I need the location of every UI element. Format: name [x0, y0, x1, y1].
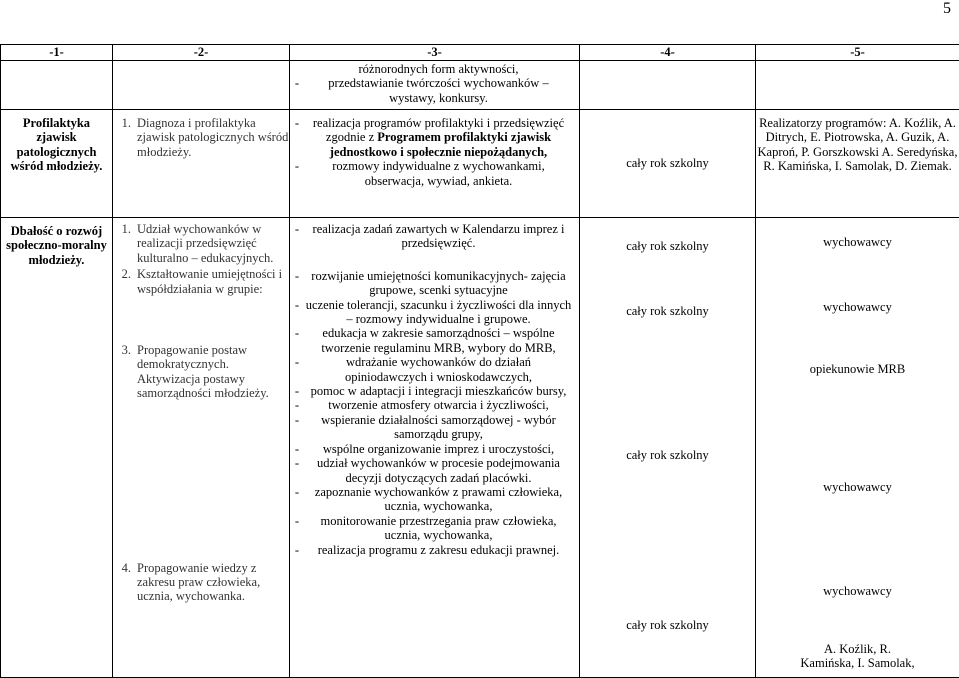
- list-item: - uczenie tolerancji, szacunku i życzliwości dla innych – rozmowy indywidualne i grupowe.: [290, 298, 579, 327]
- task-item: 3. Propagowanie postaw demokratycznych. Aktywizacja postawy samorządności młodzieży.: [113, 343, 289, 401]
- task-item: 4. Propagowanie wiedzy z zakresu praw człowieka, ucznia, wychowanka.: [113, 561, 289, 604]
- list-item: - wspieranie działalności samorządowej - wybór samorządu grupy,: [290, 413, 579, 442]
- responsible-item: wychowawcy: [756, 235, 959, 249]
- list-item: różnorodnych form aktywności,: [290, 62, 579, 76]
- forms-prophylaxis: [290, 110, 580, 218]
- term-item: cały rok szkolny: [580, 304, 755, 318]
- term-item: cały rok szkolny: [580, 239, 755, 253]
- header-col-1: -1-: [1, 45, 113, 61]
- list-item: - rozmowy indywidualne z wychowankami, obserwacja, wywiad, ankieta.: [290, 159, 579, 188]
- list-item: - zapoznanie wychowanków z prawami człowieka, ucznia, wychowanka,: [290, 485, 579, 514]
- area-prophylaxis: Profilaktyka zjawisk patologicznych wśród młodzieży.: [1, 110, 113, 218]
- header-col-4: -4-: [580, 45, 756, 61]
- task-item: 2. Kształtowanie umiejętności i współdziałania w grupie:: [113, 267, 289, 296]
- list-item: - wspólne organizowanie imprez i uroczystości,: [290, 442, 579, 456]
- responsible-social-moral: [756, 218, 959, 678]
- list-item: - udział wychowanków w procesie podejmowania decyzji dotyczących zadań placówki.: [290, 456, 579, 485]
- list-item: - realizacja programu z zakresu edukacji prawnej.: [290, 543, 579, 557]
- list-item: - tworzenie atmosfery otwarcia i życzliwości,: [290, 398, 579, 412]
- tasks-social-moral: [113, 218, 290, 678]
- term-item: cały rok szkolny: [580, 618, 755, 632]
- list-item: - realizacja zadań zawartych w Kalendarzu imprez i przedsięwzięć.: [290, 222, 579, 251]
- responsible-item: wychowawcy: [756, 300, 959, 314]
- list-item: - wdrażanie wychowanków do działań opiniodawczych i wnioskodawczych,: [290, 355, 579, 384]
- responsible-item: wychowawcy: [756, 584, 959, 598]
- forms-continuation: [290, 61, 580, 110]
- page-number: 5: [943, 0, 951, 18]
- list-item: - edukacja w zakresie samorządności – wspólne tworzenie regulaminu MRB, wybory do MRB,: [290, 326, 579, 355]
- responsible-item: opiekunowie MRB: [756, 362, 959, 376]
- area-social-moral: Dbałość o rozwój społeczno-moralny młodzieży.: [1, 218, 113, 678]
- header-row: [1, 45, 959, 61]
- term-item: cały rok szkolny: [580, 448, 755, 462]
- list-item: - realizacja programów profilaktyki i przedsięwzięć zgodnie z Programem profilaktyki zjawisk jednostkowo i społecznie niepożądanych,: [290, 116, 579, 159]
- header-col-2: -2-: [113, 45, 290, 61]
- task-item: 1. Diagnoza i profilaktyka zjawisk patologicznych wśród młodzieży.: [113, 116, 289, 159]
- list-item: wystawy, konkursy.: [290, 91, 579, 105]
- tasks-prophylaxis: [113, 110, 290, 218]
- header-col-3: -3-: [290, 45, 580, 61]
- table-row-prophylaxis: [1, 110, 959, 218]
- responsible-item: wychowawcy: [756, 480, 959, 494]
- list-item: - przedstawianie twórczości wychowanków –: [290, 76, 579, 90]
- responsible-prophylaxis: Realizatorzy programów: A. Koźlik, A. Ditrych, E. Piotrowska, A. Guzik, A. Kaproń, P. Gorszkowski A. Seredyńska, R. Kamińska, I. Samolak, D. Ziemak.: [756, 110, 959, 218]
- responsible-item: A. Koźlik, R. Kamińska, I. Samolak,: [796, 642, 919, 671]
- table-row-social-moral: [1, 218, 959, 678]
- list-item: - pomoc w adaptacji i integracji mieszkańców bursy,: [290, 384, 579, 398]
- list-item: - monitorowanie przestrzegania praw człowieka, ucznia, wychowanka,: [290, 514, 579, 543]
- list-item: - rozwijanie umiejętności komunikacyjnych- zajęcia grupowe, scenki sytuacyjne: [290, 269, 579, 298]
- forms-social-moral: [290, 218, 580, 678]
- plan-table: [0, 44, 959, 678]
- term-prophylaxis: cały rok szkolny: [580, 110, 756, 218]
- header-col-5: -5-: [756, 45, 959, 61]
- table-row-continuation: [1, 61, 959, 110]
- term-social-moral: [580, 218, 756, 678]
- task-item: 1. Udział wychowanków w realizacji przedsięwzięć kulturalno – edukacyjnych.: [113, 222, 289, 265]
